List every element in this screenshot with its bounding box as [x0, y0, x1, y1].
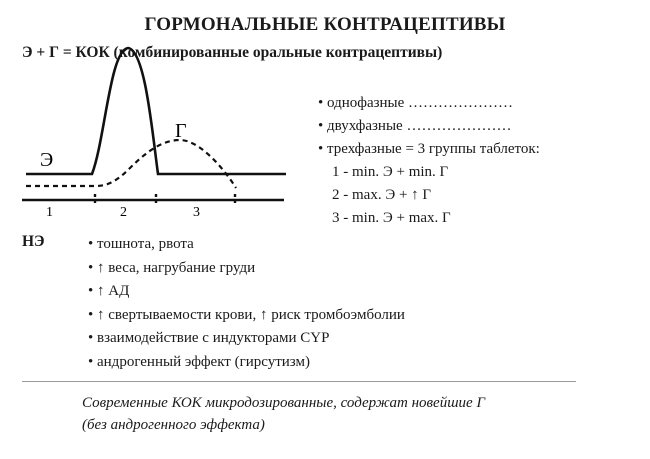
estrogen-label: Э	[40, 149, 54, 171]
gestagen-label: Г	[175, 120, 187, 142]
side-effects-label: НЭ	[22, 233, 45, 250]
page-title: ГОРМОНАЛЬНЫЕ КОНТРАЦЕПТИВЫ	[144, 14, 506, 35]
footer-note	[82, 392, 485, 436]
list-item: • ↑ АД	[88, 283, 130, 300]
page-subtitle: Э + Г = КОК (комбинированные оральные контрацептивы)	[22, 44, 443, 61]
list-item: • ↑ веса, нагрубание груди	[88, 259, 256, 276]
list-item: • андрогенный эффект (гирсутизм)	[88, 353, 311, 370]
list-item: • тошнота, рвота	[88, 236, 194, 252]
list-item: • взаимодействие с индукторами CYP	[88, 330, 330, 347]
list-item: • двухфазные …………………	[318, 118, 512, 134]
list-item: • трехфазные = 3 группы таблеток:	[318, 141, 540, 157]
side-effects-list	[88, 233, 405, 375]
estrogen-curve	[26, 48, 286, 174]
contraceptive-types-list	[318, 92, 540, 230]
phase-label-1: 1	[46, 205, 53, 220]
phase-label-2: 2	[120, 205, 127, 220]
divider	[22, 381, 576, 382]
list-item: 2 - max. Э + ↑ Г	[332, 187, 432, 203]
footer-line: (без андрогенного эффекта)	[82, 417, 265, 433]
list-item: 3 - min. Э + max. Г	[332, 210, 451, 226]
list-item: • однофазные …………………	[318, 95, 514, 111]
footer-line: Современные КОК микродозированные, содержат новейшие Г	[82, 395, 485, 411]
list-item: • ↑ свертываемости крови, ↑ риск тромбоэмболии	[88, 306, 405, 323]
list-item: 1 - min. Э + min. Г	[332, 164, 449, 180]
gestagen-curve	[26, 140, 236, 188]
phase-label-3: 3	[193, 205, 200, 220]
